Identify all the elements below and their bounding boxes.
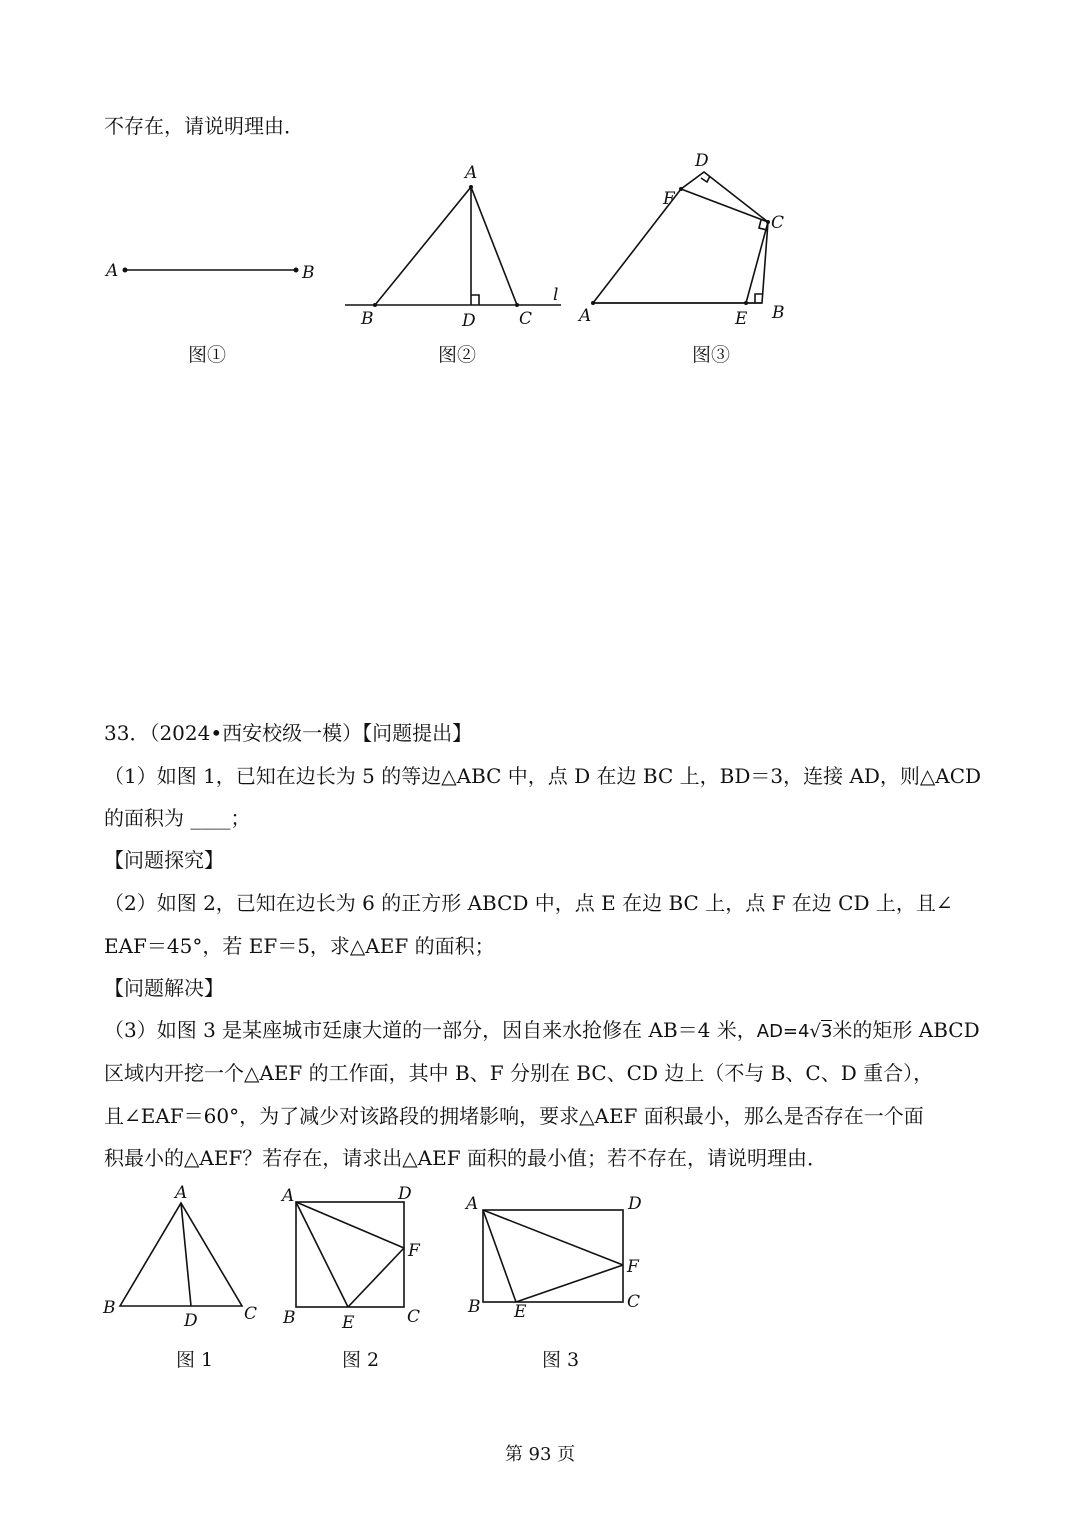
fig3-label-e: E	[735, 309, 748, 329]
problem-part1-line1: （1）如图 1，已知在边长为 5 的等边△ABC 中，点 D 在边 BC 上，BD＝3，连接 AD，则△ACD	[104, 764, 982, 788]
page-number: 第 93 页	[504, 1444, 576, 1465]
problem-part3-line1	[104, 1016, 980, 1046]
fig3-label-d: D	[695, 151, 709, 171]
problem-part1-line2: 的面积为 ____；	[104, 806, 251, 830]
f1-label-b: B	[103, 1298, 116, 1318]
f3-label-f: F	[627, 1257, 639, 1277]
f3-label-b: B	[468, 1297, 481, 1317]
fig1-caption: 图①	[188, 344, 227, 366]
section-explore: 【问题探究】	[104, 848, 224, 872]
fig2-label-c: C	[519, 309, 533, 329]
f3-label-e: E	[514, 1302, 527, 1322]
fig3-label-f: F	[663, 189, 675, 209]
fig3-label-a: A	[579, 306, 592, 326]
sqrt-radicand: 3	[820, 1021, 833, 1042]
problem-part2-line2: EAF＝45°，若 EF＝5，求△AEF 的面积；	[104, 934, 495, 958]
f2-label-a: A	[282, 1186, 295, 1206]
f3-label-a: A	[466, 1194, 479, 1214]
figure-2-square	[278, 1180, 438, 1335]
f2-label-d: D	[398, 1184, 412, 1204]
ad-formula	[757, 1020, 833, 1042]
fig3-label-b: B	[772, 303, 785, 323]
figure-1-equilateral-triangle	[100, 1180, 270, 1330]
problem-part3-line3: 且∠EAF＝60°，为了减少对该路段的拥堵影响，要求△AEF 面积最小，那么是否存在一个面	[104, 1104, 924, 1128]
f2-label-e: E	[342, 1313, 355, 1333]
fig2-label-a: A	[465, 163, 478, 183]
f1-label-a: A	[175, 1183, 188, 1203]
fig1-label-a: A	[106, 261, 119, 281]
problem-part3-line4: 积最小的△AEF？若存在，请求出△AEF 面积的最小值；若不存在，请说明理由．	[104, 1146, 827, 1170]
f3-label-c: C	[627, 1292, 641, 1312]
figure-3-pentagon	[575, 148, 800, 333]
fig2-label-l: l	[553, 285, 559, 305]
f1-caption: 图 1	[176, 1349, 214, 1371]
fig2-label-d: D	[462, 311, 476, 331]
problem-header: 33．（2024•西安校级一模）【问题提出】	[104, 721, 473, 745]
figure-3-rectangle	[458, 1185, 658, 1325]
f2-caption: 图 2	[342, 1349, 380, 1371]
fig2-label-b: B	[361, 309, 374, 329]
fig1-label-b: B	[302, 263, 315, 283]
f2-label-c: C	[407, 1307, 421, 1327]
problem-part2-line1: （2）如图 2，已知在边长为 6 的正方形 ABCD 中，点 E 在边 BC 上，点 F 在边 CD 上，且∠	[104, 891, 953, 915]
fig3-label-c: C	[771, 213, 785, 233]
figure-1-segment-ab	[100, 250, 330, 290]
section-solve: 【问题解决】	[104, 976, 224, 1000]
problem-part3-line2: 区域内开挖一个△AEF 的工作面，其中 B、F 分别在 BC、CD 边上（不与 B、C、D 重合），	[104, 1061, 934, 1085]
part3-text-b: 米的矩形 ABCD	[832, 1018, 980, 1042]
part3-text-a: （3）如图 3 是某座城市廷康大道的一部分，因自来水抢修在 AB＝4 米，	[104, 1018, 757, 1042]
f1-label-d: D	[184, 1311, 198, 1330]
continued-text: 不存在，请说明理由．	[104, 114, 304, 138]
ad-formula-text: AD=4	[756, 1021, 810, 1042]
f3-caption: 图 3	[542, 1349, 580, 1371]
f3-label-d: D	[628, 1194, 642, 1214]
f1-label-c: C	[244, 1304, 258, 1324]
sqrt-symbol: √	[809, 1021, 821, 1042]
fig2-caption: 图②	[438, 344, 477, 366]
f2-label-b: B	[283, 1308, 296, 1328]
figure-2-triangle-on-line	[335, 160, 575, 335]
fig3-caption: 图③	[692, 344, 731, 366]
f2-label-f: F	[408, 1241, 420, 1261]
